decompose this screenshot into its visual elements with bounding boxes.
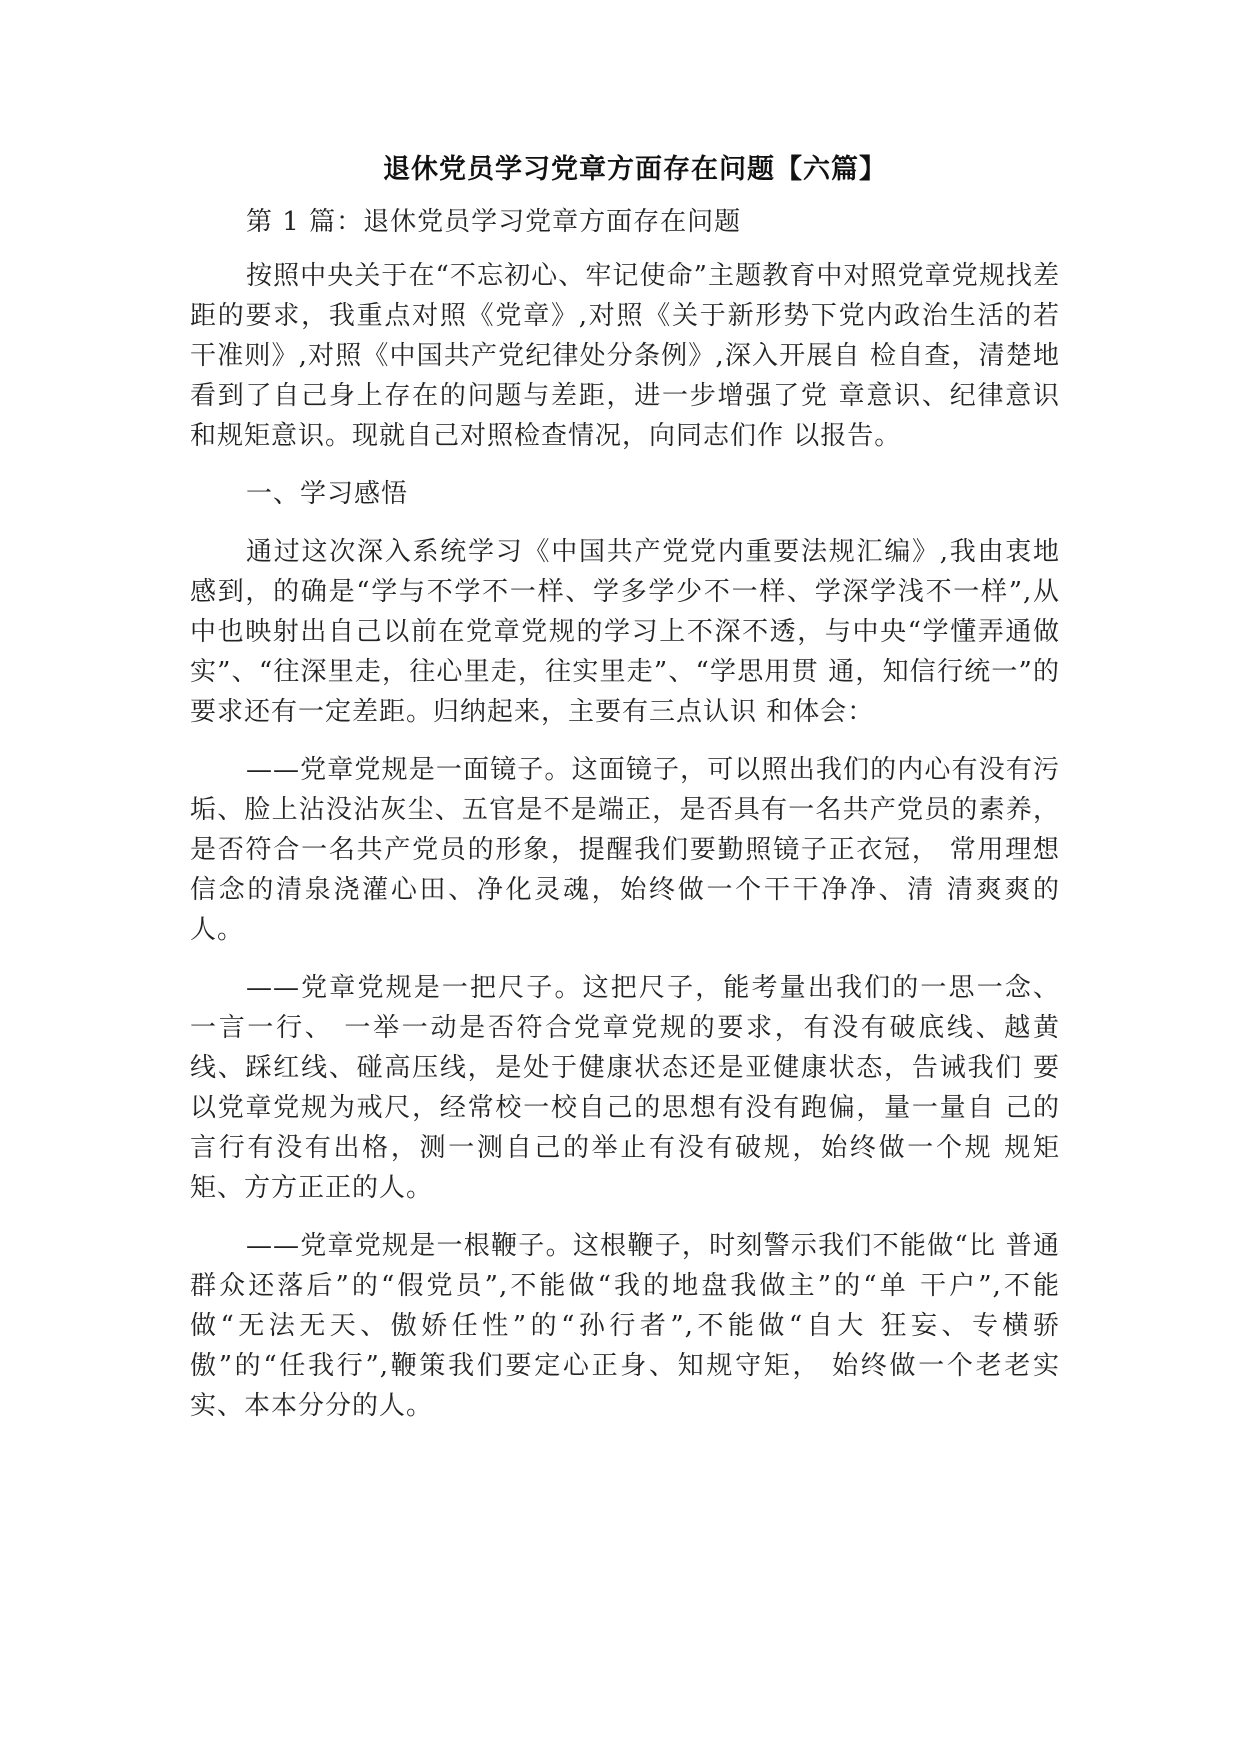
intro-paragraph: 按照中央关于在“不忘初心、牢记使命”主题教育中对照党章党规找差距的要求，我重点对照《党章》,对照《关于新形势下党内政治生活的若干准则》,对照《中国共产党纪律处分条例》,深入开展自 检自查，清楚地看到了自己身上存在的问题与差距，进一步增强了党 章意识、纪律意识和规矩意识。现就自己对照检查情况，向同志们作 以报告。 [190, 261, 1060, 451]
document-body [190, 150, 1060, 1444]
document-title: 退休党员学习党章方面存在问题【六篇】 [383, 154, 887, 185]
mirror-paragraph: ——党章党规是一面镜子。这面镜子，可以照出我们的内心有没有污垢、脸上沾没沾灰尘、五官是不是端正，是否具有一名共产党员的素养，是否符合一名共产党员的形象，提醒我们要勤照镜子正衣冠， 常用理想信念的清泉浇灌心田、净化灵魂，始终做一个干干净净、清 清爽爽的人。 [190, 755, 1060, 945]
ruler-paragraph: ——党章党规是一把尺子。这把尺子，能考量出我们的一思一念、 一言一行、 一举一动是否符合党章党规的要求，有没有破底线、越黄 线、踩红线、碰高压线，是处于健康状态还是亚健康状态，告诫我们 要以党章党规为戒尺，经常校一校自己的思想有没有跑偏，量一量自 己的言行有没有出格，测一测自己的举止有没有破规，始终做一个规 规矩矩、方方正正的人。 [190, 973, 1060, 1203]
whip-paragraph: ——党章党规是一根鞭子。这根鞭子，时刻警示我们不能做“比 普通群众还落后”的“假党员”,不能做“我的地盘我做主”的“单 干户”,不能做“无法无天、傲娇任性”的“孙行者”,不能做“自大 狂妄、专横骄傲”的“任我行”,鞭策我们要定心正身、知规守矩， 始终做一个老老实实、本本分分的人。 [190, 1231, 1060, 1421]
chapter-subtitle: 第 1 篇：退休党员学习党章方面存在问题 [246, 207, 742, 237]
section-intro-paragraph: 通过这次深入系统学习《中国共产党党内重要法规汇编》,我由衷地感到，的确是“学与不学不一样、学多学少不一样、学深学浅不一样”,从中也映射出自己以前在党章党规的学习上不深不透，与中央“学懂弄通做实”、“往深里走，往心里走，往实里走”、“学思用贯 通，知信行统一”的要求还有一定差距。归纳起来，主要有三点认识 和体会： [190, 537, 1060, 727]
section-heading: 一、学习感悟 [246, 479, 409, 509]
